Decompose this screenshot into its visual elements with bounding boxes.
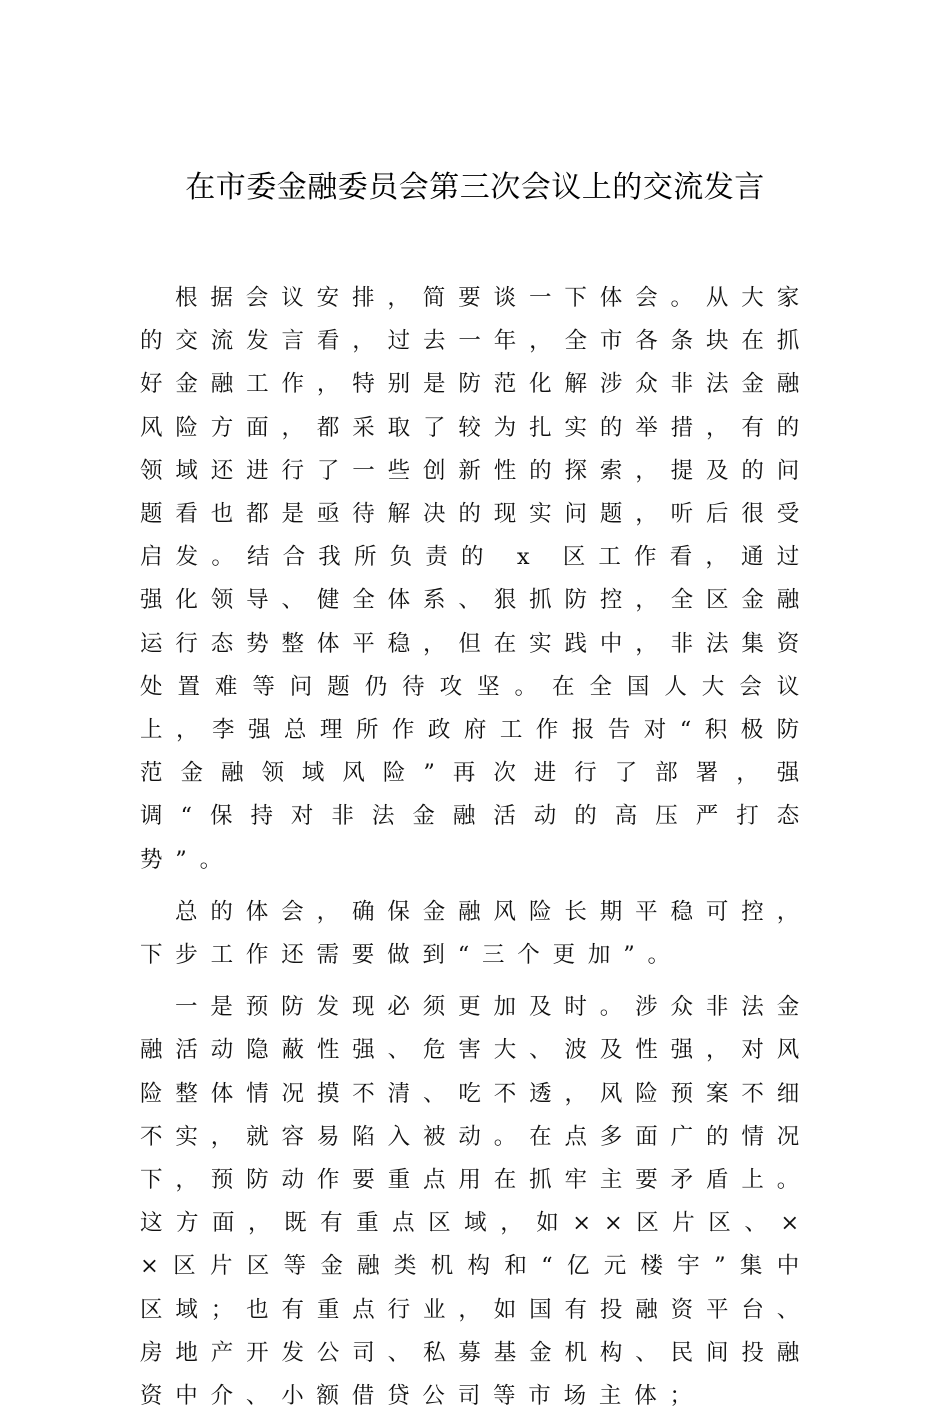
paragraph-intro: 根据会议安排，简要谈一下体会。从大家的交流发言看，过去一年，全市各条块在抓好金融工作，特别是防范化解涉众非法金融风险方面，都采取了较为扎实的举措，有的领域还进行了一些创新性的探索，提及的问题看也都是亟待解决的现实问题，听后很受启发。结合我所负责的 x 区工作看，通过强化领导、健全体系、狠抓防控，全区金融运行态势整体平稳，但在实践中，非法集资处置难等问题仍待攻坚。在全国人大会议上，李强总理所作政府工作报告对“积极防范金融领域风险”再次进行了部署，强调“保持对非法金融活动的高压严打态势”。 — [140, 285, 812, 873]
paragraph-point-one: 一是预防发现必须更加及时。涉众非法金融活动隐蔽性强、危害大、波及性强，对风险整体情况摸不清、吃不透，风险预案不细不实，就容易陷入被动。在点多面广的情况下，预防动作要重点用在抓牢主要矛盾上。这方面，既有重点区域，如××区片区、××区片区等金融类机构和“亿元楼宇”集中区域；也有重点行业，如国有投融资平台、房地产开发公司、私募基金机构、民间投融资中介、小额借贷公司等市场主体； — [140, 994, 812, 1410]
paragraph-summary: 总的体会，确保金融风险长期平稳可控，下步工作还需要做到“三个更加”。 — [140, 898, 812, 969]
document-body — [140, 277, 812, 1427]
document-title: 在市委金融委员会第三次会议上的交流发言 — [185, 170, 765, 205]
